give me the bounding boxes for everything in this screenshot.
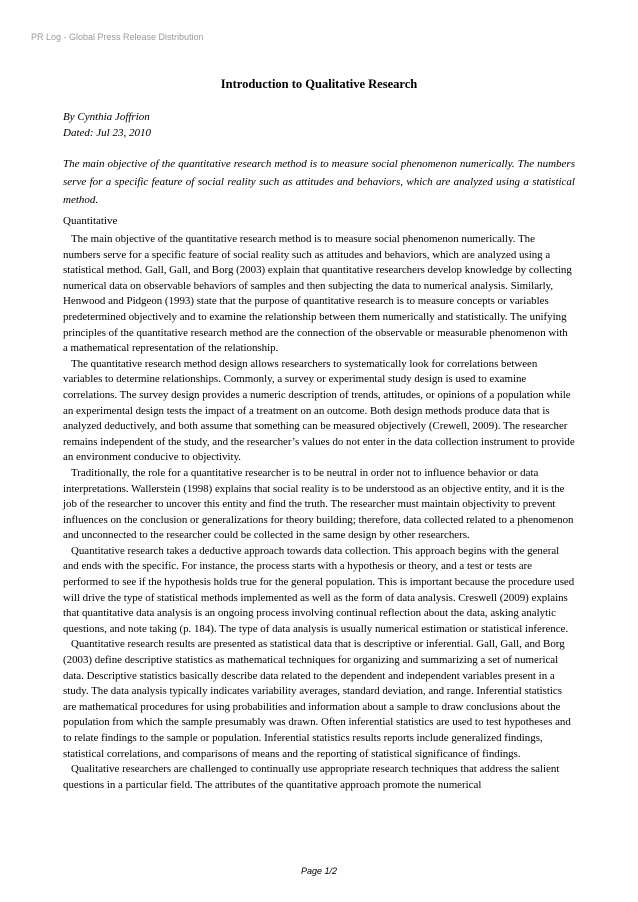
author-line: By Cynthia Joffrion — [63, 111, 150, 123]
body-paragraph: The quantitative research method design allows researchers to systematically look for correlations between variables to determine relationships. Commonly, a survey or experimental study design is used to examine correlations. The survey design provides a numeric description of trends, attitudes, or opinions of a population while an experimental design tests the impact of a treatment on an outcome. Both design methods produce data that is analyzed deductively, and both assume that something can be measured objectively (Crewell, 2009). The researcher remains independent of the study, and the researcher’s values do not enter in the data collection instrument to provide an environment conducive to objectivity. — [63, 357, 575, 464]
section-heading: Quantitative — [63, 215, 118, 227]
body-paragraph: The main objective of the quantitative research method is to measure social phenomenon numerically. The numbers serve for a specific feature of social reality such as attitudes and behaviors, which are analyzed using a statistical method. Gall, Gall, and Borg (2003) explain that quantitative researchers develop knowledge by collecting numerical data on observable behaviors of samples and then subjecting the data to numerical analysis. Similarly, Henwood and Pidgeon (1993) state that the purpose of quantitative research is to measure concepts or variables predetermined objectively and to examine the relationship between them numerically and statistically. The unifying principles of the quantitative research method are the connection of the observable or measurable phenomenon with a mathematical representation of the relationship. — [63, 233, 572, 355]
article-abstract: The main objective of the quantitative research method is to measure social phenomenon numerically. The numbers serve for a specific feature of social reality such as attitudes and behaviors, which are analyzed using a statistical method. — [63, 158, 575, 206]
article-title: Introduction to Qualitative Research — [220, 77, 418, 91]
site-header: PR Log - Global Press Release Distribution — [31, 32, 204, 42]
page-number: Page 1/2 — [300, 866, 338, 876]
body-paragraph: Quantitative research results are presented as statistical data that is descriptive or inferential. Gall, Gall, and Borg (2003) define descriptive statistics as mathematical techniques for organizing and summarizing a set of numerical data. Descriptive statistics basically describe data related to the dependent and independent variables present in a study. The data analysis typically indicates variability averages, standard deviation, and range. Inferential statistics are mathematical procedures for using probabilities and information about a sample to draw conclusions about the population from which the sample presumably was drawn. Often inferential statistics are used to test hypotheses and to relate findings to the sample or population. Inferential statistics results reports include generalized findings, statistical correlations, and comparisons of means and the reporting of statistical significance of findings. — [63, 638, 571, 760]
body-paragraph: Qualitative researchers are challenged to continually use appropriate research techniques that address the salient questions in a particular field. The attributes of the quantitative approach promote the numerical — [63, 763, 560, 791]
article-meta — [63, 109, 151, 141]
body-paragraph: Traditionally, the role for a quantitative researcher is to be neutral in order not to influence behavior or data interpretations. Wallerstein (1998) explains that social reality is to be understood as an objective entity, and it is the job of the researcher to uncover this entity and find the truth. The researcher must maintain objectivity to prevent influences on the conclusion or generalizations for theory building; therefore, data collected related to a phenomenon and unconnected to the researcher could be collected in the same design by other researchers. — [63, 466, 574, 542]
article-body — [63, 232, 575, 793]
date-line: Dated: Jul 23, 2010 — [63, 127, 151, 139]
body-paragraph: Quantitative research takes a deductive approach towards data collection. This approach begins with the general and ends with the specific. For instance, the process starts with a hypothesis or theory, and a test or tests are performed to see if the hypothesis holds true for the general population. This is important because the procedure used will drive the type of statistical methods implemented as well as the form of data analysis. Creswell (2009) explains that quantitative data analysis is an ongoing process involving continual reflection about the data, asking analytic questions, and note taking (p. 184). The type of data analysis is usually numerical estimation or statistical inference. — [63, 544, 575, 635]
